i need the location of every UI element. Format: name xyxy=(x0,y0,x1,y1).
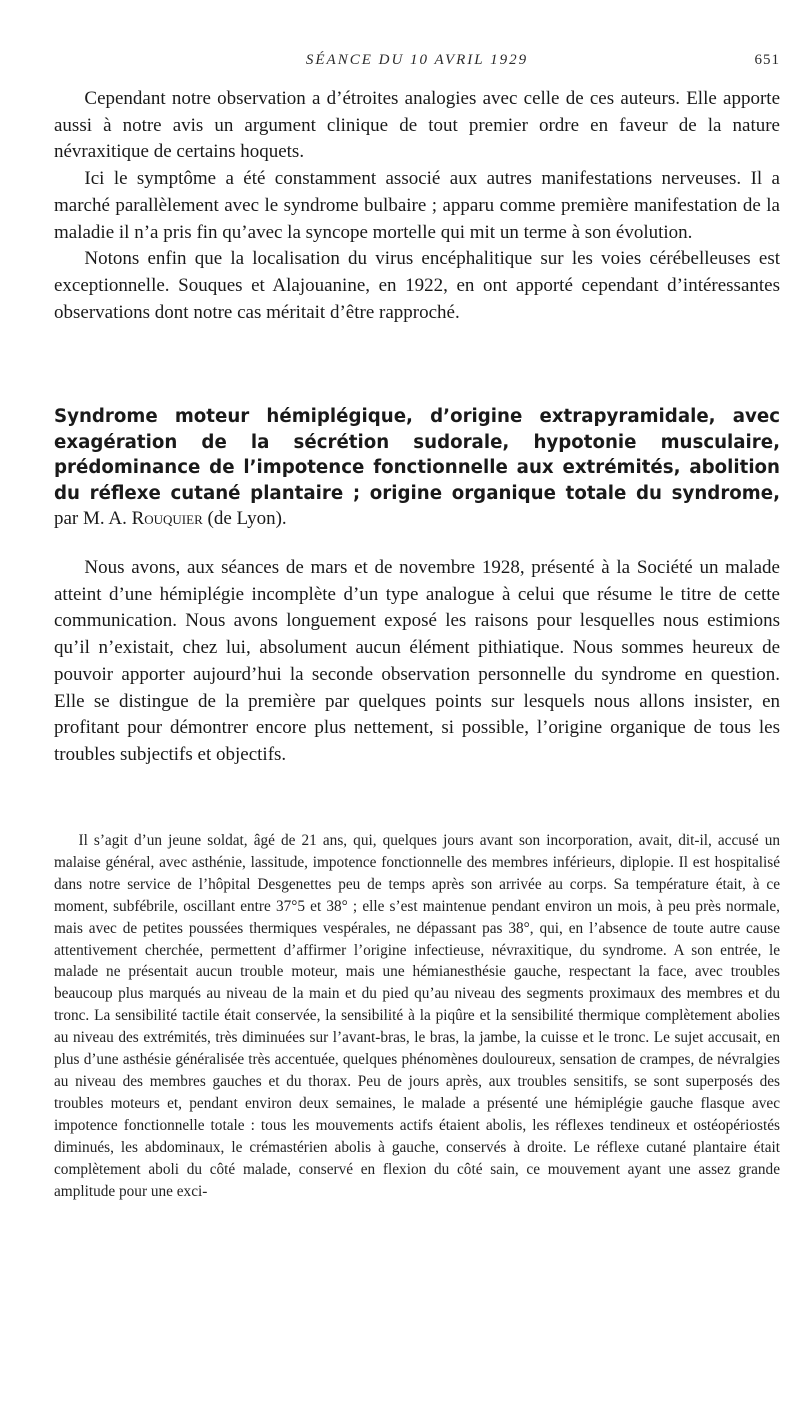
paragraph-2: Ici le symptôme a été constamment associé aux autres manifestations nerveuses. Il a marché parallèlement avec le syndrome bulbaire ; apparu comme première manifestation de la maladie il n’a pris fin qu’avec la syncope mortelle qui mit un terme à son évolution. xyxy=(54,168,780,243)
page-number: 651 xyxy=(754,52,780,68)
paragraph-3: Notons enfin que la localisation du virus encéphalitique sur les voies cérébelleuses est exceptionnelle. Souques et Alajouanine, en 1922, en ont apporté cependant d’intéressantes observations dont notre cas méritait d’être rapproché. xyxy=(54,248,780,323)
byline-prefix: par M. A. xyxy=(54,508,127,530)
document-page xyxy=(54,0,780,1411)
paragraph-intro: Nous avons, aux séances de mars et de novembre 1928, présenté à la Société un malade atteint d’une hémiplégie incomplète d’un type analogue à celui que résume le titre de cette communication. Nous avons longuement exposé les raisons pour lesquelles nous estimions qu’il n’existait, chez lui, absolument aucun élément pithiatique. Nous sommes heureux de pouvoir apporter aujourd’hui la seconde observation personnelle du syndrome en question. Elle se distingue de la première par quelques points sur lesquels nous allons insister, en profitant pour démontrer encore plus nettement, si possible, l’origine organique de tous les troubles subjectifs et objectifs. xyxy=(54,557,780,765)
running-head xyxy=(54,52,780,74)
section-heading xyxy=(54,404,780,532)
author-affiliation: (de Lyon). xyxy=(207,508,287,530)
intro-block xyxy=(54,555,780,769)
paragraph-1: Cependant notre observation a d’étroites analogies avec celle de ces auteurs. Elle apporte aussi à notre avis un argument clinique de tout premier ordre en faveur de la nature névraxitique de certains hoquets. xyxy=(54,88,780,163)
byline xyxy=(54,508,287,529)
case-description-paragraph: Il s’agit d’un jeune soldat, âgé de 21 ans, qui, quelques jours avant son incorporation, avait, dit-il, accusé un malaise général, avec asthénie, lassitude, impotence fonctionnelle des membres inférieurs, diplopie. Il est hospitalisé dans notre service de l’hôpital Desgenettes peu de temps après son arrivée au corps. Sa température était, à ce moment, subfébrile, oscillant entre 37°5 et 38° ; elle s’est maintenue pendant environ un mois, à peu près normale, mais avec de petites poussées thermiques vespérales, ne dépassant pas 38°, qui, en l’absence de toute autre cause attentivement cherchée, permettent d’affirmer l’origine infectieuse, névraxitique, du syndrome. A son entrée, le malade ne présentait aucun trouble moteur, mais une hémianesthésie gauche, respectant la face, avec troubles beaucoup plus marqués au niveau de la main et du pied qu’au niveau des segments proximaux des membres et du tronc. La sensibilité tactile était conservée, la sensibilité à la piqûre et la sensibilité thermique complètement abolies au niveau des extrémités, très diminuées sur l’avant-bras, le bras, la jambe, la cuisse et le tronc. Le sujet accusait, en plus d’une asthésie généralisée très accentuée, quelques phénomènes douloureux, sensation de crampes, de névralgies au niveau des membres gauches et du thorax. Peu de jours après, aux troubles sensitifs, se sont superposés des troubles moteurs et, pendant environ deux semaines, le malade a présenté une hémiplégie gauche flasque avec impotence fonctionnelle totale : tous les mouvements actifs étaient abolis, les réflexes tendineux et ostéopériostés diminués, les abdominaux, le crémastérien abolis à gauche, conservés à droite. Le réflexe cutané plantaire était complètement aboli du côté malade, conservé en flexion du côté sain, ce mouvement ayant une assez grande amplitude pour une exci- xyxy=(54,832,780,1200)
section-title: Syndrome moteur hémiplégique, d’origine extrapyramidale, avec exagération de la sécrétion sudorale, hypotonie musculaire, prédominance de l’impotence fonctionnelle aux extrémités, abolition du réflexe cutané plantaire ; origine organique totale du syndrome, xyxy=(54,406,780,504)
author-surname: Rouquier xyxy=(131,508,203,530)
opening-paragraphs xyxy=(54,86,780,326)
running-title: SÉANCE DU 10 AVRIL 1929 xyxy=(305,52,529,68)
